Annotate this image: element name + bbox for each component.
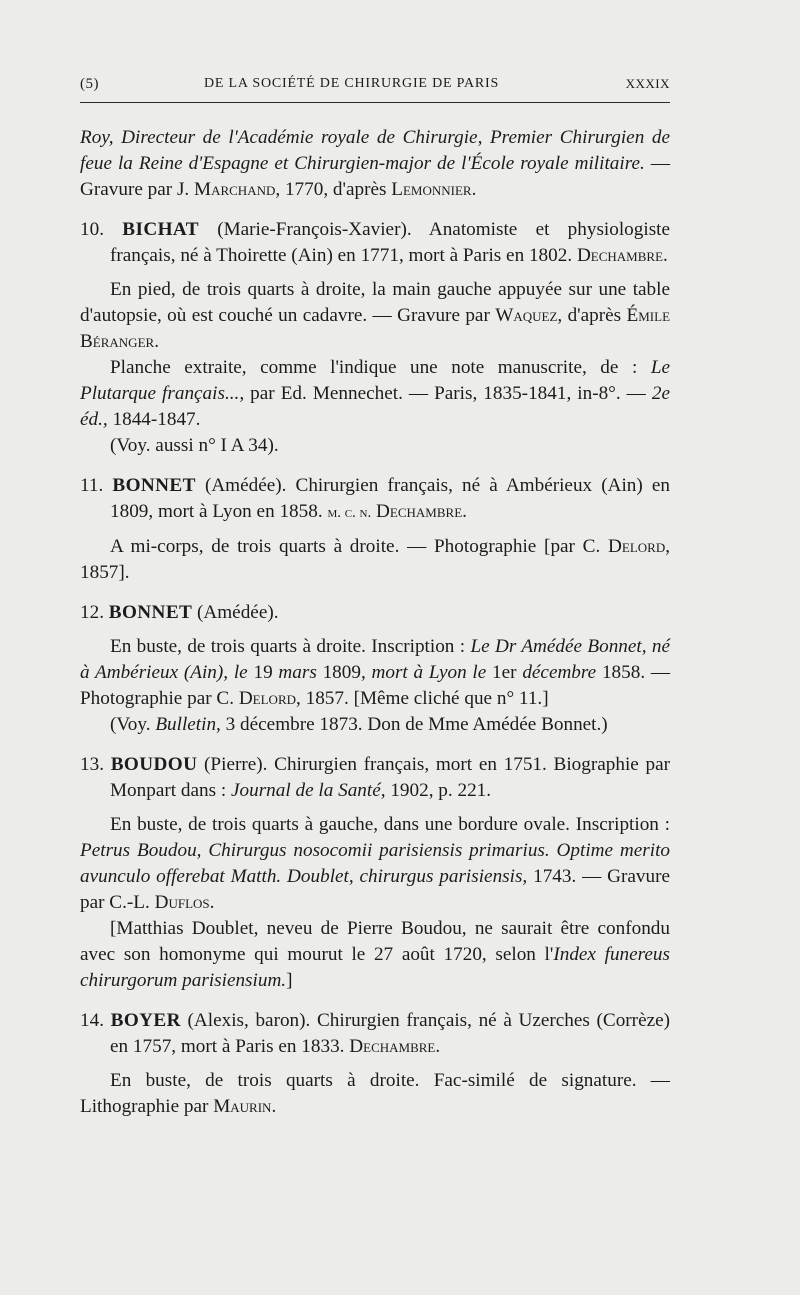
continuation-italic: Roy, Directeur de l'Académie royale de Chirurgie, Premier Chirurgien de feue la Reine d'Espagne et Chirurgien-major de l'École royale militaire. — [80, 127, 670, 174]
lithographer-name: Maurin — [213, 1096, 272, 1117]
roman-page-number: XXXIX — [625, 76, 670, 91]
mcn-mark: m. c. n. — [327, 505, 372, 521]
entry-10-plate-note: Planche extraite, comme l'indique une note manuscrite, de : Le Plutarque français..., par Ed. Mennechet. — Paris, 1835-1841, in-8°. — 2e éd., 1844-1847. — [80, 357, 671, 430]
continuation-paragraph: Roy, Directeur de l'Académie royale de Chirurgie, Premier Chirurgien de feue la Reine d'Espagne et Chirurgien-major de l'École royale militaire. — Gravure par J. Marchand, 1770, d'après Lemonnier. — [80, 127, 670, 200]
running-header — [80, 76, 670, 98]
entry-name: BICHAT — [122, 219, 199, 240]
entry-12-heading: 12. BONNET (Amédée). — [80, 602, 279, 623]
entry-number: 11. — [80, 475, 104, 496]
header-rule — [80, 102, 670, 103]
source-name: Dechambre — [576, 245, 664, 266]
entry-12-reference: (Voy. Bulletin, 3 décembre 1873. Don de Mme Amédée Bonnet.) — [110, 714, 608, 735]
running-title: DE LA SOCIÉTÉ DE CHIRURGIE DE PARIS — [204, 76, 500, 91]
photographer-name: Delord — [608, 536, 666, 557]
entry-12-description: En buste, de trois quarts à droite. Inscription : Le Dr Amédée Bonnet, né à Ambérieux (Ain), le 19 mars 1809, mort à Lyon le 1er décembre 1858. — Photographie par C. Delord, 1857. [Même cliché que n° 11.] — [80, 636, 671, 709]
entry-number: 10. — [80, 219, 104, 240]
source-name: Dechambre — [376, 501, 463, 522]
source-name: Dechambre — [349, 1036, 436, 1057]
body-text — [80, 125, 670, 1120]
inscription: Petrus Boudou, Chirurgus nosocomii parisiensis primarius. Optime merito avunculo offerebat Matth. Doublet, chirurgus parisiensis, — [80, 840, 670, 887]
artist-name: Lemonnier — [391, 179, 472, 200]
entry-number: 14. — [80, 1010, 104, 1031]
entry-10-reference: (Voy. aussi n° I A 34). — [110, 435, 279, 456]
journal-title: Journal de la Santé, — [230, 780, 386, 801]
artist-name: Émile Béranger — [80, 305, 671, 352]
entry-13-heading: 13. BOUDOU (Pierre). Chirurgien français, mort en 1751. Biographie par Monpart dans : Journal de la Santé, 1902, p. 221. — [80, 754, 671, 801]
entry-name: BONNET — [112, 475, 196, 496]
engraver-name: Marchand — [194, 179, 276, 200]
entry-14-heading: 14. BOYER (Alexis, baron). Chirurgien français, né à Uzerches (Corrèze) en 1757, mort à Paris en 1833. Dechambre. — [80, 1010, 671, 1057]
entry-13-description: En buste, de trois quarts à gauche, dans une bordure ovale. Inscription : Petrus Boudou, Chirurgus nosocomii parisiensis primarius. Optime merito avunculo offerebat Matth. Doublet, chirurgus parisiensis, 1743. — Gravure par C.-L. Duflos. — [80, 814, 671, 913]
entry-name: BONNET — [108, 602, 193, 623]
entry-name: BOUDOU — [110, 754, 198, 775]
entry-13-note: [Matthias Doublet, neveu de Pierre Boudou, ne saurait être confondu avec son homonyme qui mourut le 27 août 1720, selon l'Index funereus chirurgorum parisiensium.] — [80, 918, 670, 991]
engraver-name: Duflos — [154, 892, 210, 913]
entry-10-description: En pied, de trois quarts à droite, la main gauche appuyée sur une table d'autopsie, où est couché un cadavre. — Gravure par Waquez, d'après Émile Béranger. — [80, 279, 671, 352]
work-title: Bulletin, — [155, 714, 221, 735]
entry-name: BOYER — [110, 1010, 181, 1031]
work-title: Index funereus chirurgorum parisiensium. — [80, 944, 670, 991]
entry-11-heading: 11. BONNET (Amédée). Chirurgien français, né à Ambérieux (Ain) en 1809, mort à Lyon en 1858. m. c. n. Dechambre. — [80, 475, 671, 522]
photographer-name: Delord — [238, 688, 296, 709]
engraver-name: Waquez — [495, 305, 558, 326]
entry-14-description: En buste, de trois quarts à droite. Fac-similé de signature. — Lithographie par Maurin. — [80, 1070, 670, 1117]
entry-11-description: A mi-corps, de trois quarts à droite. — Photographie [par C. Delord, 1857]. — [80, 536, 670, 583]
page-number: (5) — [80, 76, 99, 92]
entry-number: 12. — [80, 602, 104, 623]
entry-10-heading: 10. BICHAT (Marie-François-Xavier). Anatomiste et physiologiste français, né à Thoirette (Ain) en 1771, mort à Paris en 1802. Dechambre. — [80, 219, 671, 266]
edition: 2e éd., — [80, 383, 671, 430]
work-title: Le Plutarque français..., — [80, 357, 670, 404]
entry-number: 13. — [80, 754, 104, 775]
inscription: Le Dr Amédée Bonnet, né à Ambérieux (Ain), le — [80, 636, 671, 683]
